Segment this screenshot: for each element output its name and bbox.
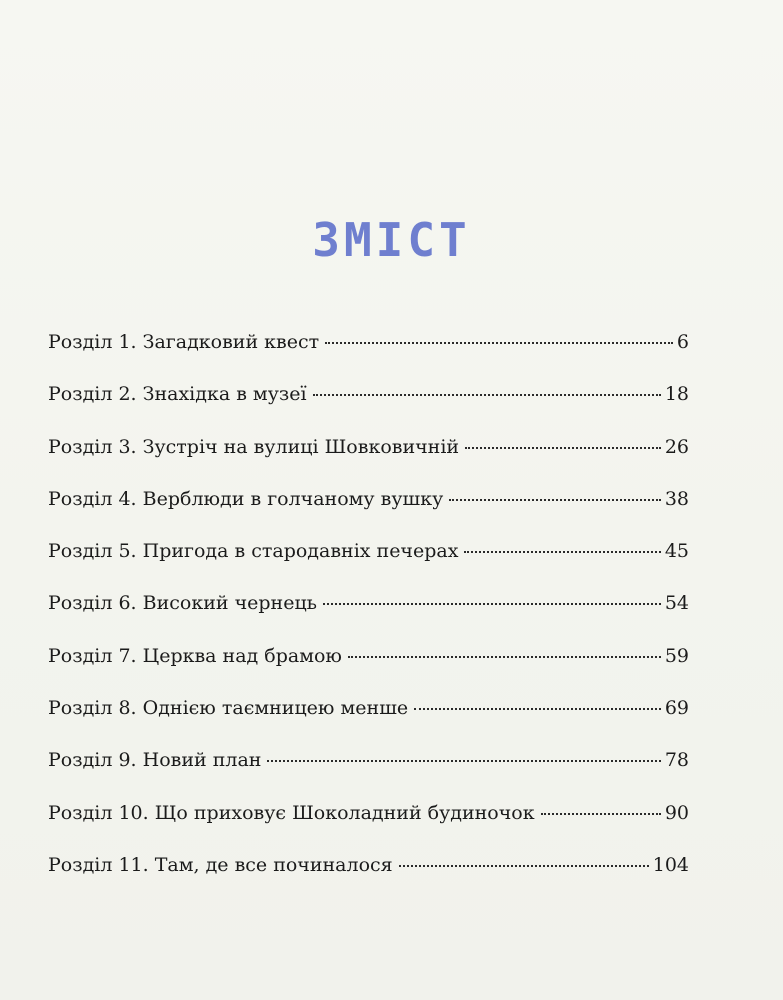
- page-number: 78: [664, 749, 689, 772]
- page-number: 69: [664, 697, 689, 720]
- chapter-title: Розділ 7. Церква над брамою: [48, 644, 342, 667]
- toc-entry: [48, 540, 689, 592]
- page-number: 59: [664, 644, 689, 667]
- chapter-title: Розділ 2. Знахідка в музеї: [48, 383, 307, 406]
- dot-leader: [465, 447, 661, 449]
- chapter-title: Розділ 1. Загадковий квест: [48, 331, 320, 353]
- page-number: 54: [664, 592, 689, 615]
- toc-entry: [48, 436, 689, 488]
- chapter-title: Розділ 11. Там, де все починалося: [48, 853, 393, 876]
- toc-entry: [48, 592, 689, 644]
- chapter-title: Розділ 10. Що приховує Шоколадний будиночок: [48, 801, 535, 824]
- dot-leader: [325, 342, 673, 344]
- toc-entry: [48, 645, 689, 697]
- page-number: 26: [664, 435, 689, 458]
- dot-leader: [348, 656, 661, 658]
- chapter-title: Розділ 9. Новий план: [48, 749, 262, 772]
- page-number: 18: [664, 383, 689, 406]
- page-number: 45: [664, 540, 689, 563]
- chapter-title: Розділ 8. Однією таємницею менше: [48, 697, 409, 720]
- toc-entry: [48, 331, 689, 383]
- chapter-title: Розділ 5. Пригода в стародавніх печерах: [48, 540, 459, 563]
- page-number: 6: [676, 331, 689, 353]
- chapter-title: Розділ 3. Зустріч на вулиці Шовковичній: [48, 435, 460, 458]
- dot-leader: [449, 499, 661, 501]
- dot-leader: [267, 760, 660, 762]
- dot-leader: [414, 708, 661, 710]
- table-of-contents: [48, 331, 689, 906]
- chapter-title: Розділ 6. Високий чернець: [48, 592, 318, 615]
- toc-entry: [48, 383, 689, 435]
- dot-leader: [541, 813, 661, 815]
- page-title: ЗМІСТ: [312, 212, 471, 267]
- dot-leader: [399, 865, 649, 867]
- page-number: 38: [664, 487, 689, 510]
- toc-entry: [48, 802, 689, 854]
- page-number: 90: [664, 801, 689, 824]
- toc-entry: [48, 488, 689, 540]
- dot-leader: [323, 603, 661, 605]
- chapter-title: Розділ 4. Верблюди в голчаному вушку: [48, 487, 444, 510]
- toc-entry: [48, 697, 689, 749]
- dot-leader: [464, 551, 660, 553]
- toc-entry: [48, 749, 689, 801]
- dot-leader: [313, 394, 661, 396]
- toc-entry: [48, 854, 689, 906]
- page-number: 104: [652, 853, 689, 876]
